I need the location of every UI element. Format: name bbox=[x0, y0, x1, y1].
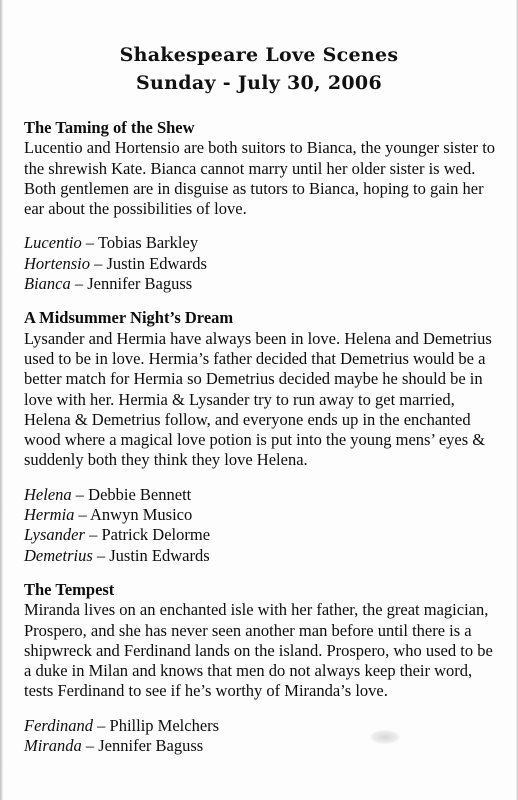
cast-role: Hortensio bbox=[24, 253, 90, 273]
cast-role: Lysander bbox=[24, 525, 85, 545]
program-title: Shakespeare Love Scenes bbox=[119, 44, 399, 66]
play-title: The Taming of the Shew bbox=[24, 118, 195, 137]
program-content bbox=[24, 118, 502, 770]
cast-actor: Jennifer Baguss bbox=[87, 274, 193, 294]
cast-actor: Jennifer Baguss bbox=[98, 736, 204, 756]
cast-list bbox=[24, 233, 502, 294]
cast-actor: Justin Edwards bbox=[109, 545, 210, 565]
cast-separator: – bbox=[74, 505, 91, 525]
play-title: A Midsummer Night’s Dream bbox=[24, 308, 234, 328]
play-synopsis: Lysander and Hermia have always been in love. Helena and Demetrius used to be in love. Hermia’s father decided that Demetrius would be a better match for Hermia so Demetrius decided maybe he should be in love with her. Hermia & Lysander try to run away to get married, Helena & Demetrius follow, and everyone ends up in the enchanted wood where a magical love potion is put into the young mens’ eyes & suddenly both they think they love Helena. bbox=[24, 328, 492, 470]
cast-separator: – bbox=[93, 715, 110, 735]
cast-row bbox=[24, 716, 502, 736]
cast-row bbox=[24, 254, 502, 274]
cast-actor: Tobias Barkley bbox=[97, 233, 199, 253]
cast-list bbox=[24, 716, 502, 757]
play-section bbox=[24, 580, 502, 756]
cast-role: Miranda bbox=[24, 736, 82, 756]
cast-role: Demetrius bbox=[24, 545, 93, 565]
cast-role: Helena bbox=[24, 484, 72, 504]
cast-separator: – bbox=[84, 525, 102, 545]
cast-row bbox=[24, 505, 502, 525]
cast-actor: Phillip Melchers bbox=[109, 715, 220, 735]
program-date: Sunday - July 30, 2006 bbox=[136, 72, 382, 94]
cast-actor: Anwyn Musico bbox=[90, 505, 193, 525]
cast-separator: – bbox=[90, 253, 107, 273]
cast-role: Lucentio bbox=[24, 233, 82, 253]
cast-role: Ferdinand bbox=[24, 715, 94, 735]
play-synopsis: Lucentio and Hortensio are both suitors to Bianca, the younger sister to the shrewish Kate. Bianca cannot marry until her older sister is wed. Both gentlemen are in disguise as tutors to Bianca, hoping to gain her ear about the possibilities of love. bbox=[24, 138, 496, 219]
paper-smudge bbox=[370, 730, 400, 744]
cast-separator: – bbox=[70, 274, 88, 294]
cast-list bbox=[24, 485, 502, 566]
cast-separator: – bbox=[81, 233, 98, 253]
page-left-edge bbox=[0, 0, 3, 800]
cast-actor: Debbie Bennett bbox=[88, 484, 192, 504]
cast-row bbox=[24, 274, 502, 294]
program-header bbox=[0, 42, 518, 96]
cast-row bbox=[24, 525, 502, 545]
cast-separator: – bbox=[81, 736, 99, 756]
cast-row bbox=[24, 233, 502, 253]
cast-actor: Justin Edwards bbox=[106, 253, 207, 273]
cast-row bbox=[24, 736, 502, 756]
cast-separator: – bbox=[92, 545, 110, 565]
cast-separator: – bbox=[71, 484, 89, 504]
play-section bbox=[24, 308, 502, 566]
play-section bbox=[24, 118, 502, 294]
play-synopsis: Miranda lives on an enchanted isle with her father, the great magician, Prospero, and she has never seen another man before until there is a shipwreck and Ferdinand lands on the island. Prospero, who used to be a duke in Milan and knows that men do not always keep their word, tests Ferdinand to see if he’s worthy of Miranda’s love. bbox=[24, 600, 493, 701]
cast-row bbox=[24, 546, 502, 566]
cast-role: Bianca bbox=[24, 274, 71, 294]
cast-role: Hermia bbox=[24, 505, 75, 525]
cast-row bbox=[24, 485, 502, 505]
cast-actor: Patrick Delorme bbox=[101, 525, 211, 545]
play-title: The Tempest bbox=[24, 579, 115, 599]
